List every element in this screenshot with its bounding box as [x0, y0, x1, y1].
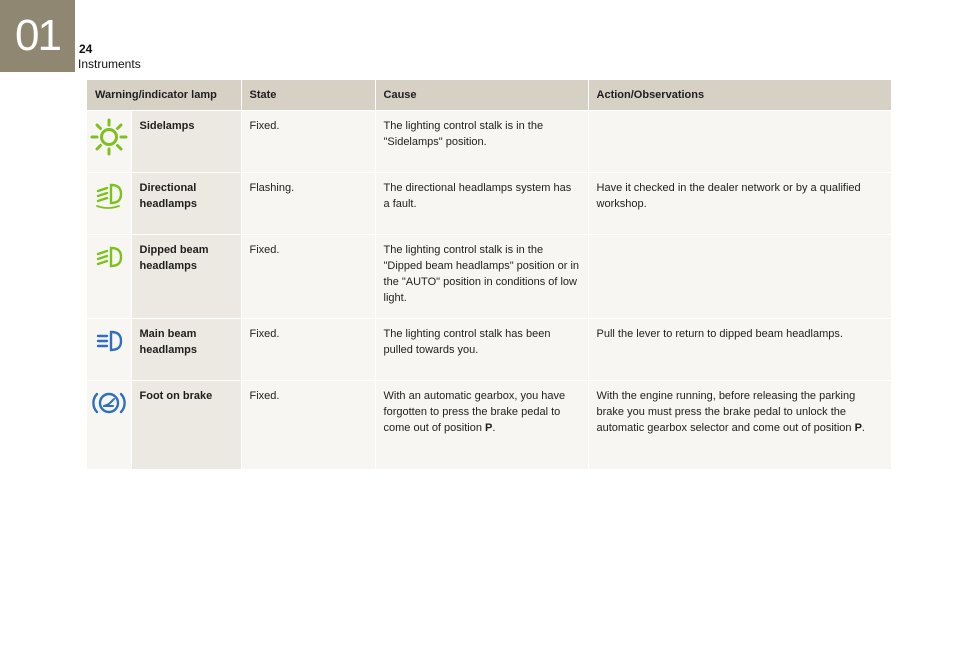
lamp-action: Have it checked in the dealer network or by a qualified workshop. [588, 173, 891, 235]
cause-text: With an automatic gearbox, you have forgotten to press the brake pedal to come out of position [383, 390, 566, 434]
table-row [87, 235, 891, 319]
indicator-lamp-table [87, 80, 891, 469]
lamp-action [588, 381, 891, 469]
chapter-tab: 01 [0, 0, 75, 72]
lamp-state: Fixed. [241, 381, 375, 469]
lamp-name: Main beam headlamps [131, 319, 241, 381]
lamp-icon-cell [87, 173, 131, 235]
column-header-action: Action/Observations [588, 80, 891, 111]
lamp-state: Flashing. [241, 173, 375, 235]
lamp-icon-cell [87, 111, 131, 173]
dipped-beam-icon [87, 241, 131, 271]
lamp-icon-cell [87, 235, 131, 319]
lamp-name: Foot on brake [131, 381, 241, 469]
lamp-cause: The lighting control stalk is in the "Dipped beam headlamps" position or in the "AUTO" position in conditions of low light. [375, 235, 588, 319]
lamp-cause [375, 381, 588, 469]
lamp-icon-cell [87, 381, 131, 469]
table-row [87, 173, 891, 235]
lamp-action: Pull the lever to return to dipped beam headlamps. [588, 319, 891, 381]
lamp-state: Fixed. [241, 111, 375, 173]
lamp-cause: The lighting control stalk has been pulled towards you. [375, 319, 588, 381]
lamp-action [588, 111, 891, 173]
directional-headlamps-icon [87, 179, 131, 209]
lamp-name: Dipped beam headlamps [131, 235, 241, 319]
section-title: Instruments [78, 57, 141, 71]
sidelamps-icon [87, 117, 131, 157]
lamp-cause: The directional headlamps system has a fault. [375, 173, 588, 235]
cause-end: . [492, 422, 496, 434]
main-beam-icon [87, 325, 131, 355]
action-text: With the engine running, before releasing the parking brake you must press the brake pedal to unlock the automatic gearbox selector and come out of position [596, 390, 856, 434]
table-row [87, 381, 891, 469]
table-row [87, 111, 891, 173]
action-end: . [861, 422, 865, 434]
foot-on-brake-icon [87, 387, 131, 419]
column-header-state: State [241, 80, 375, 111]
gear-position: P [485, 422, 493, 434]
lamp-action [588, 235, 891, 319]
table-row [87, 319, 891, 381]
table-header-row [87, 80, 891, 111]
column-header-lamp: Warning/indicator lamp [87, 80, 241, 111]
gear-position: P [854, 422, 862, 434]
page-number: 24 [79, 42, 93, 56]
lamp-name: Sidelamps [131, 111, 241, 173]
column-header-cause: Cause [375, 80, 588, 111]
lamp-icon-cell [87, 319, 131, 381]
lamp-name: Directional headlamps [131, 173, 241, 235]
lamp-state: Fixed. [241, 319, 375, 381]
lamp-cause: The lighting control stalk is in the "Sidelamps" position. [375, 111, 588, 173]
lamp-state: Fixed. [241, 235, 375, 319]
